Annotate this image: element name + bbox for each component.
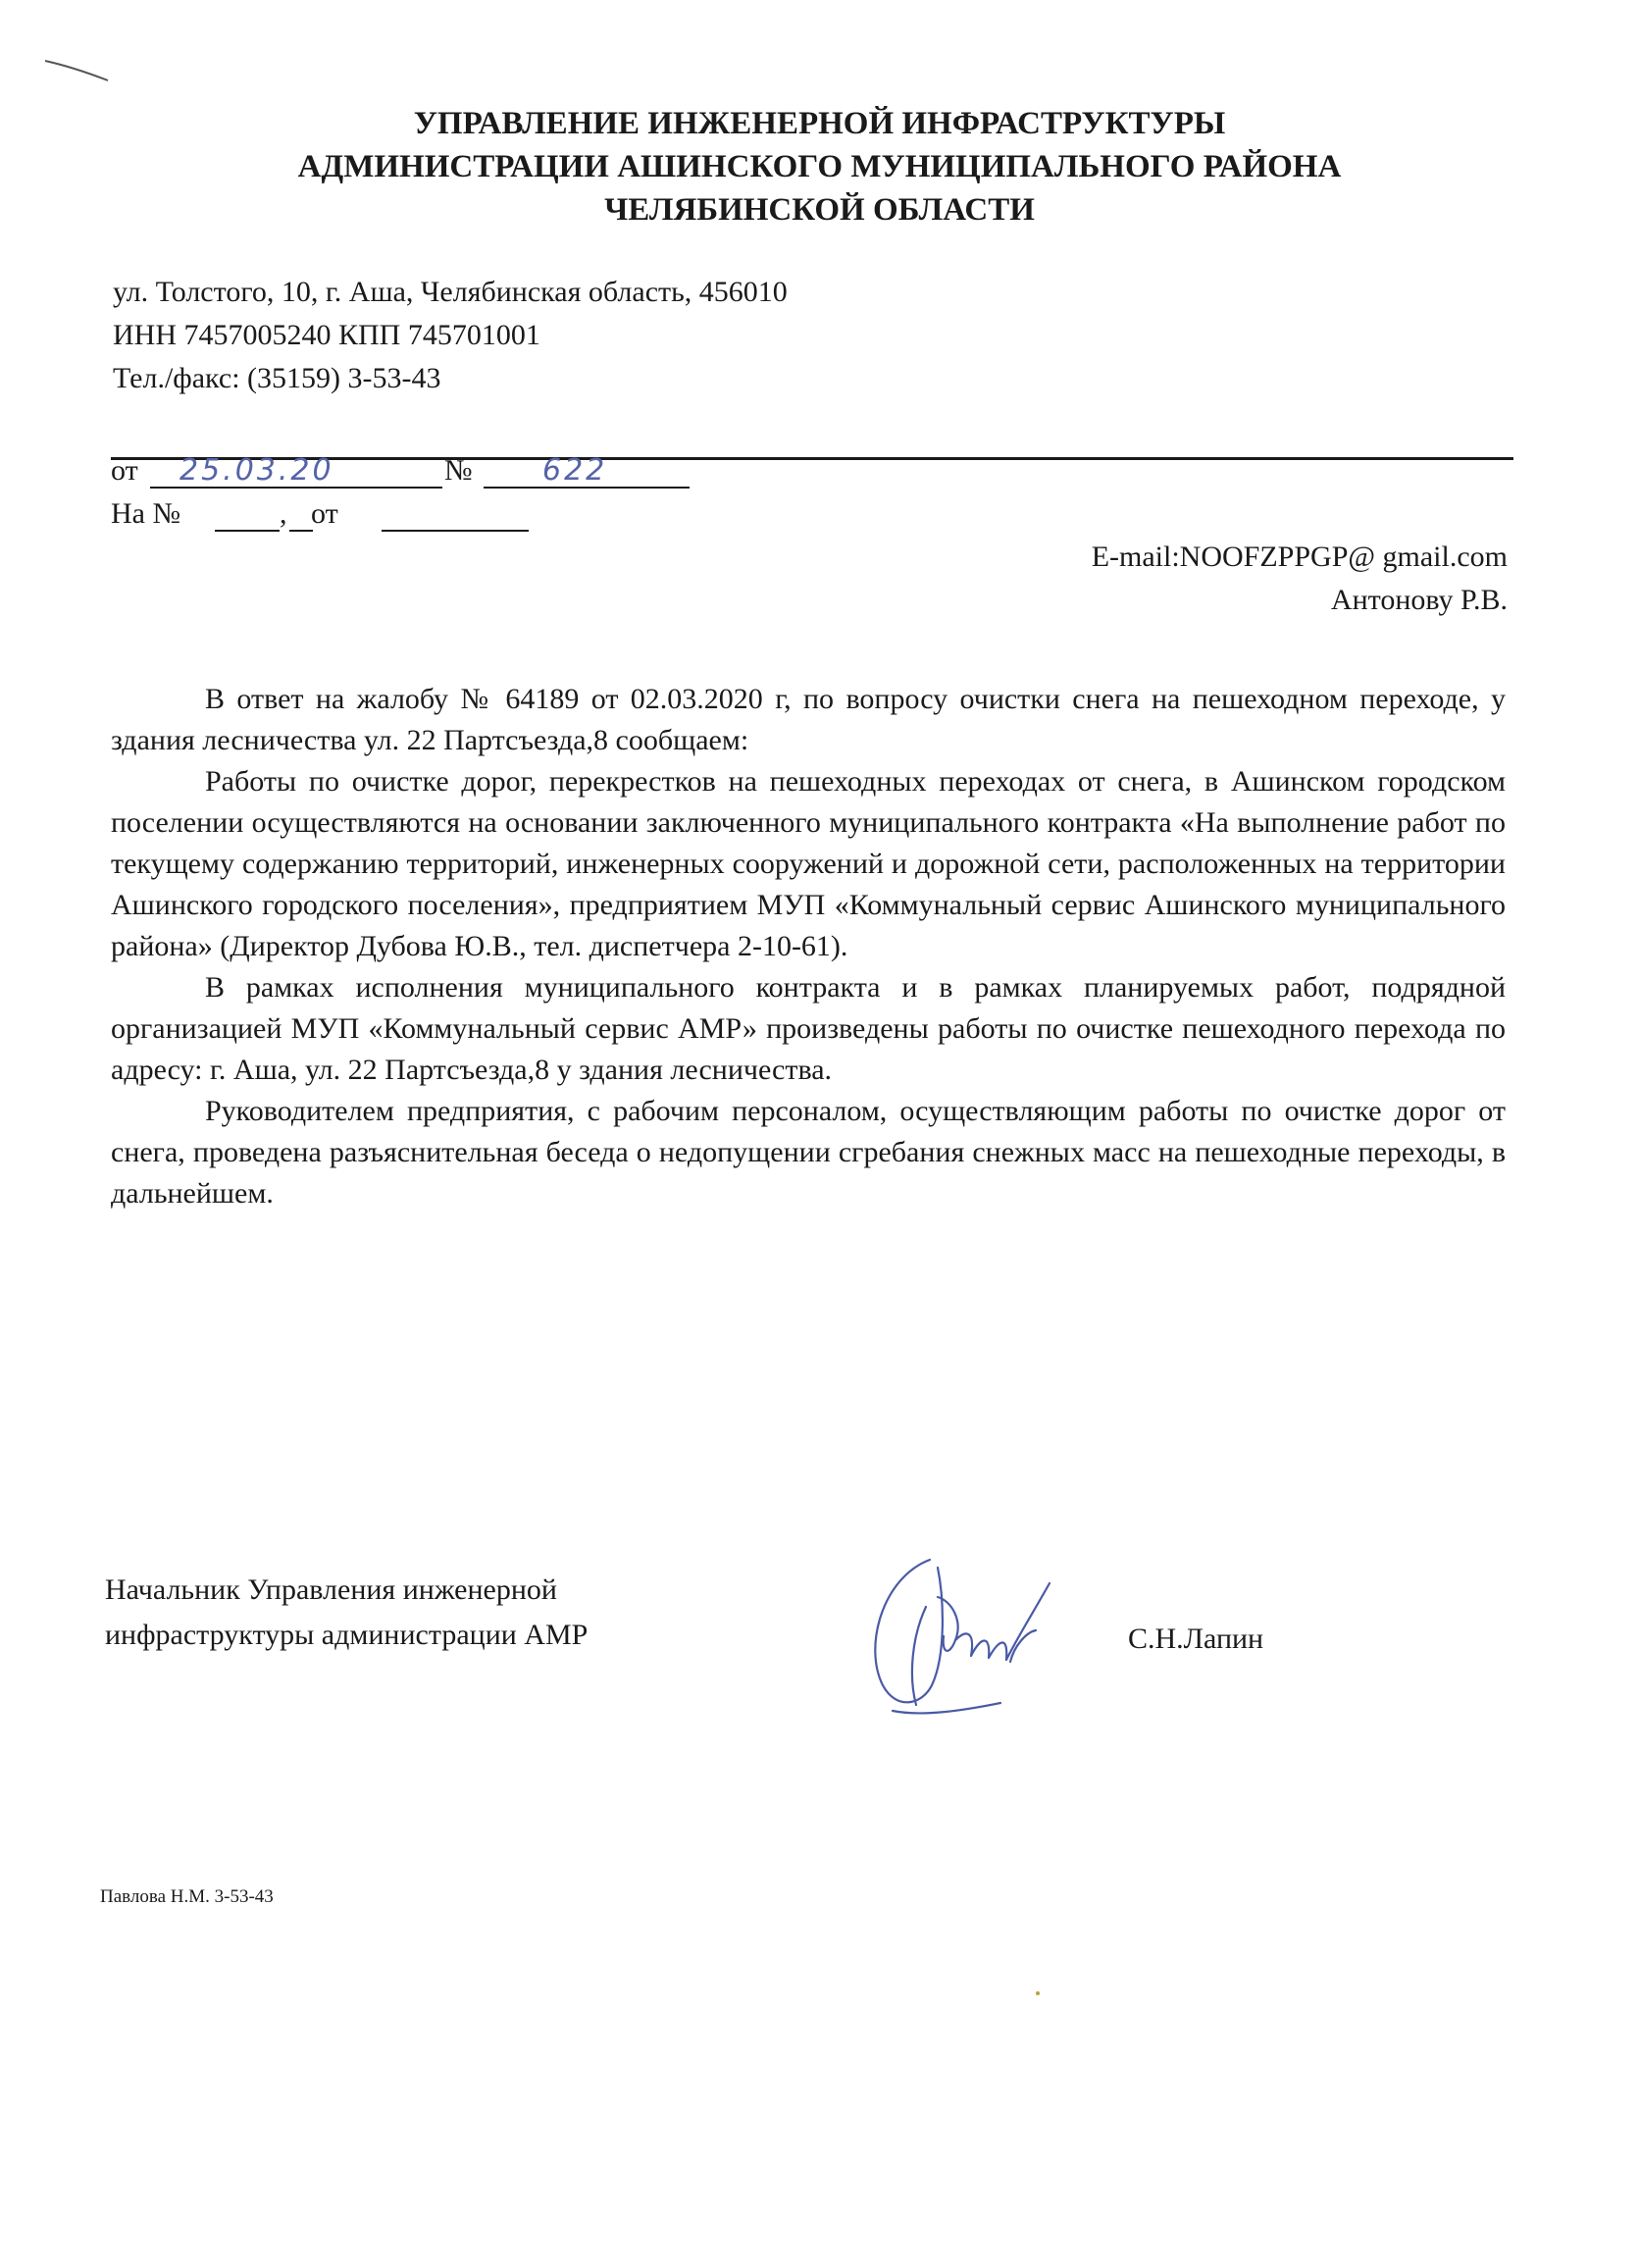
signatory-title-line-1: Начальник Управления инженерной [105,1573,557,1606]
reply-number-label: На № [111,497,181,530]
org-line-2: АДМИНИСТРАЦИИ АШИНСКОГО МУНИЦИПАЛЬНОГО РАЙОНА [297,149,1342,184]
number-label: № [444,454,473,487]
executor-note: Павлова Н.М. 3-53-43 [100,1886,274,1907]
from-label: от [111,454,138,487]
signatory-title-line-2: инфраструктуры администрации АМР [105,1619,589,1651]
paragraph: Руководителем предприятия, с рабочим персоналом, осуществляющим работы по очистке дорог от снега, проведена разъяснительная беседа о недопущении сгребания снежных масс на пешеходные переходы, в дальнейшем. [111,1095,1506,1210]
scan-speck [1036,1991,1040,1995]
organization-header [0,102,1639,232]
reply-from-label: от [311,497,338,530]
letter-body [111,679,1506,1214]
recipient-email: E-mail:NOOFZPPGP@ gmail.com [1091,541,1508,573]
reply-date-underline [382,530,529,532]
recipient-block [1092,536,1508,622]
phone-fax: Тел./факс: (35159) 3-53-43 [113,362,441,394]
paragraph: Работы по очистке дорог, перекрестков на пешеходных переходах от снега, в Ашинском городском поселении осуществляются на основании заключенного муниципального контракта «На выполнение работ по текущему содержанию территорий, инженерных сооружений и дорожной сети, расположенных на территории Ашинского городского поселения», предприятием МУП «Коммунальный сервис Ашинского муниципального района» (Директор Дубова Ю.В., тел. диспетчера 2-10-61). [111,765,1506,962]
paragraph: В рамках исполнения муниципального контракта и в рамках планируемых работ, подрядной организацией МУП «Коммунальный сервис АМР» произведены работы по очистке пешеходного перехода по адресу: г. Аша, ул. 22 Партсъезда,8 у здания лесничества. [111,971,1506,1086]
handwritten-signature-icon [853,1538,1089,1734]
signatory-title [105,1568,588,1658]
recipient-name: Антонову Р.В. [1330,584,1508,616]
org-line-3: ЧЕЛЯБИНСКОЙ ОБЛАСТИ [604,192,1035,228]
handwritten-date: 25.03.20 [179,453,334,488]
handwritten-number: 622 [542,453,608,488]
address: ул. Толстого, 10, г. Аша, Челябинская область, 456010 [113,276,788,308]
org-line-1: УПРАВЛЕНИЕ ИНЖЕНЕРНОЙ ИНФРАСТРУКТУРЫ [413,106,1226,141]
inn-kpp: ИНН 7457005240 КПП 745701001 [113,319,540,351]
signatory-name: С.Н.Лапин [1128,1623,1264,1655]
paragraph: В ответ на жалобу № 64189 от 02.03.2020 г, по вопросу очистки снега на пешеходном переходе, у здания лесничества ул. 22 Партсъезда,8 сообщаем: [111,683,1506,756]
pen-mark-icon [43,55,112,84]
reply-separator: , [280,497,287,530]
contact-block [113,271,788,400]
reply-number-underline-2 [289,530,313,532]
reply-number-underline [215,530,280,532]
